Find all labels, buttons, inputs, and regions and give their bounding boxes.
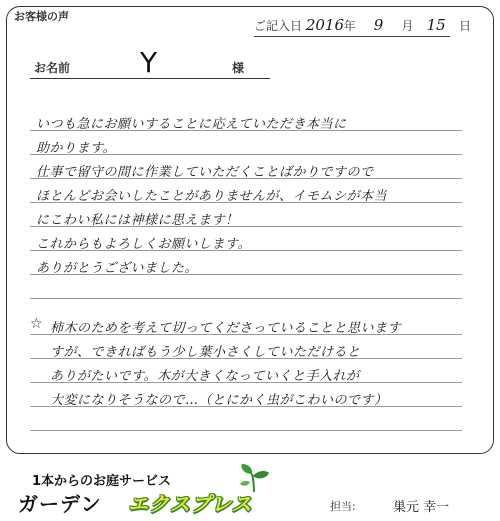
- message-line: ありがとうございました。: [36, 261, 199, 276]
- logo-text-garden: ガーデン: [18, 492, 102, 516]
- request-line: 大変になりそうなので…（とにかく虫がこわいのです）: [50, 393, 388, 408]
- date-field: [254, 16, 471, 34]
- date-underline: [254, 36, 450, 37]
- ruled-line: [30, 298, 462, 299]
- date-day-suffix: 日: [459, 19, 472, 33]
- date-day: 15: [426, 16, 446, 34]
- customer-name: Y: [140, 46, 158, 79]
- name-label: お名前: [34, 61, 71, 75]
- form-title: お客様の声: [14, 10, 69, 23]
- date-year: 2016: [305, 16, 345, 34]
- star-icon: ☆: [30, 316, 43, 332]
- logo-text-express: エクスプレス: [128, 492, 253, 516]
- date-label: ご記入日: [254, 19, 303, 33]
- message-line: 助かります。: [36, 141, 116, 156]
- name-underline: [30, 78, 270, 79]
- staff-name: 巣元 幸一: [393, 500, 450, 515]
- staff-label: 担当:: [330, 500, 356, 513]
- message-line: いつも急にお願いすることに応えていただき本当に: [36, 117, 347, 132]
- feedback-card: [6, 6, 494, 454]
- message-line: 仕事で留守の間に作業していただくことばかりですので: [36, 165, 374, 180]
- sprout-icon: [236, 462, 272, 494]
- message-line: これからもよろしくお願いします。: [36, 237, 251, 252]
- date-month: 9: [373, 16, 384, 34]
- date-year-suffix: 年: [343, 19, 356, 33]
- company-tagline: 1本からのお庭サービス: [32, 474, 172, 489]
- ruled-line: [30, 430, 462, 431]
- request-line: ありがたいです。木が大きくなっていくと手入れが: [50, 369, 360, 384]
- request-line: すが、できればもう少し葉小さくしていただけると: [50, 345, 361, 360]
- name-honorific: 様: [232, 61, 245, 75]
- message-line: にこわい私には神様に思えます！: [36, 213, 239, 228]
- request-line: 柿木のためを考えて切ってくださっていることと思います: [50, 321, 402, 336]
- date-month-suffix: 月: [401, 19, 414, 33]
- message-line: ほとんどお会いしたことがありませんが、イモムシが本当: [36, 189, 388, 204]
